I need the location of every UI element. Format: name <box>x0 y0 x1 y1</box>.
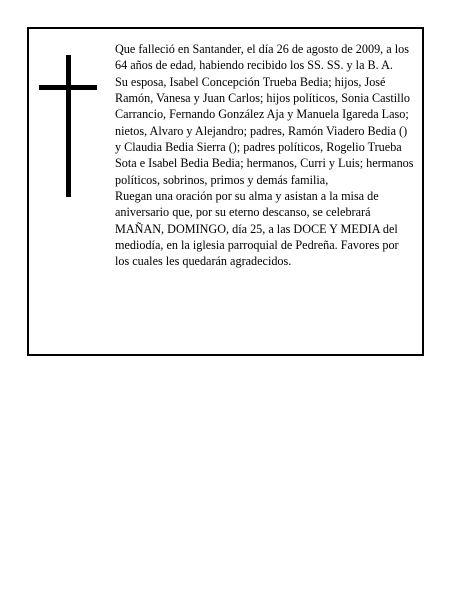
death-announcement-paragraph: Que falleció en Santander, el día 26 de agosto de 2009, a los 64 años de edad, habiendo recibido los SS. SS. y la B. A. <box>115 42 409 73</box>
cross-icon <box>39 55 97 197</box>
notice-text <box>115 41 415 270</box>
cross-vertical-bar <box>66 55 71 197</box>
family-list-paragraph: Su esposa, Isabel Concepción Trueba Bedia; hijos, José Ramón, Vanesa y Juan Carlos; hijos políticos, Sonia Castillo Carrancio, Fernando González Aja y Manuela Igareda Laso; nietos, Alvaro y Alejandro; padres, Ramón Viadero Bedia () y Claudia Bedia Sierra (); padres políticos, Rogelio Trueba Sota e Isabel Bedia Bedia; hermanos, Curri y Luis; hermanos políticos, sobrinos, primos y demás familia, <box>115 74 414 187</box>
cross-horizontal-bar <box>39 85 97 90</box>
mass-invitation-paragraph: Ruegan una oración por su alma y asistan a la misa de aniversario que, por su eterno descanso, se celebrará MAÑAN, DOMINGO, día 25, a las DOCE Y MEDIA del mediodía, en la iglesia parroquial de Pedreña. Favores por los cuales les quedarán agradecidos. <box>115 189 399 269</box>
obituary-notice <box>27 27 424 356</box>
